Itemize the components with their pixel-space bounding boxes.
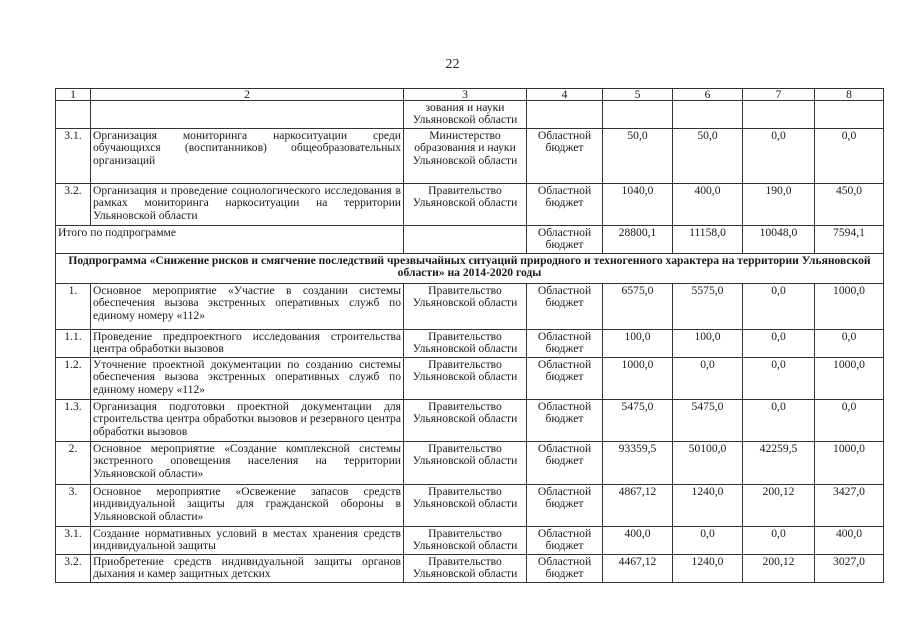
- value-col-8: 0,0: [815, 400, 884, 442]
- funding-source: Областной бюджет: [527, 129, 603, 184]
- value-col-5: [603, 101, 673, 129]
- funding-source: [527, 101, 603, 129]
- funding-source: Областной бюджет: [527, 330, 603, 358]
- subtotal-col-6: 11158,0: [673, 226, 743, 254]
- task-description: Проведение предпроектного исследования строительства центра обработки вызовов: [91, 330, 404, 358]
- value-col-8: 3027,0: [815, 555, 884, 583]
- executor-cell: Правительство Ульяновской области: [404, 330, 527, 358]
- value-col-7: 0,0: [743, 129, 815, 184]
- task-description: Приобретение средств индивидуальной защиты органов дыхания и камер защитных детских: [91, 555, 404, 583]
- task-description: Уточнение проектной документации по созданию системы обеспечения вызова экстренных оперативных служб по единому номеру «112»: [91, 358, 404, 400]
- value-col-7: 200,12: [743, 485, 815, 527]
- value-col-5: 50,0: [603, 129, 673, 184]
- table-row: [56, 442, 884, 485]
- value-col-6: 5575,0: [673, 284, 743, 330]
- value-col-7: [743, 101, 815, 129]
- funding-source: Областной бюджет: [527, 358, 603, 400]
- task-description: [91, 101, 404, 129]
- row-number: 1.1.: [56, 330, 91, 358]
- funding-source: Областной бюджет: [527, 527, 603, 555]
- value-col-5: 4867,12: [603, 485, 673, 527]
- subtotal-executor: [404, 226, 527, 254]
- row-number: 3.: [56, 485, 91, 527]
- executor-cell: Министерство образования и науки Ульяновской области: [404, 129, 527, 184]
- executor-cell: Правительство Ульяновской области: [404, 358, 527, 400]
- table-row: [56, 330, 884, 358]
- subtotal-label: Итого по подпрограмме: [56, 226, 404, 254]
- value-col-6: 50100,0: [673, 442, 743, 485]
- row-number: 1.: [56, 284, 91, 330]
- value-col-8: 0,0: [815, 330, 884, 358]
- value-col-8: [815, 101, 884, 129]
- funding-source: Областной бюджет: [527, 442, 603, 485]
- column-number-row: [56, 89, 884, 101]
- executor-cell: Правительство Ульяновской области: [404, 400, 527, 442]
- column-number: 5: [603, 89, 673, 101]
- page-number: 22: [445, 57, 460, 72]
- table-row: [56, 400, 884, 442]
- task-description: Организация и проведение социологического исследования в рамках мониторинга наркоситуации на территории Ульяновской области: [91, 184, 404, 226]
- task-description: Основное мероприятие «Освежение запасов средств индивидуальной защиты для гражданской обороны в Ульяновской области»: [91, 485, 404, 527]
- value-col-8: 450,0: [815, 184, 884, 226]
- executor-cell: Правительство Ульяновской области: [404, 527, 527, 555]
- row-number: 1.2.: [56, 358, 91, 400]
- value-col-5: 4467,12: [603, 555, 673, 583]
- value-col-5: 400,0: [603, 527, 673, 555]
- task-description: Основное мероприятие «Участие в создании системы обеспечения вызова экстренных оперативных служб по единому номеру «112»: [91, 284, 404, 330]
- executor-cell: Правительство Ульяновской области: [404, 555, 527, 583]
- row-number: 3.1.: [56, 527, 91, 555]
- value-col-8: 1000,0: [815, 284, 884, 330]
- subtotal-row: [56, 226, 884, 254]
- value-col-6: 1240,0: [673, 555, 743, 583]
- funding-source: Областной бюджет: [527, 555, 603, 583]
- value-col-6: [673, 101, 743, 129]
- column-number: 8: [815, 89, 884, 101]
- table-row: [56, 555, 884, 583]
- funding-source: Областной бюджет: [527, 400, 603, 442]
- table-row: [56, 358, 884, 400]
- row-number: 3.1.: [56, 129, 91, 184]
- task-description: Основное мероприятие «Создание комплексной системы экстренного оповещения населения на территории Ульяновской области»: [91, 442, 404, 485]
- value-col-8: 400,0: [815, 527, 884, 555]
- funding-source: Областной бюджет: [527, 184, 603, 226]
- value-col-6: 400,0: [673, 184, 743, 226]
- value-col-7: 0,0: [743, 330, 815, 358]
- value-col-8: 1000,0: [815, 358, 884, 400]
- value-col-7: 190,0: [743, 184, 815, 226]
- table-row: [56, 527, 884, 555]
- value-col-5: 93359,5: [603, 442, 673, 485]
- table-row: [56, 485, 884, 527]
- value-col-5: 100,0: [603, 330, 673, 358]
- table-row: [56, 129, 884, 184]
- value-col-6: 5475,0: [673, 400, 743, 442]
- subtotal-source: Областной бюджет: [527, 226, 603, 254]
- column-number: 6: [673, 89, 743, 101]
- subprogram-heading: Подпрограмма «Снижение рисков и смягчение последствий чрезвычайных ситуаций природного и техногенного характера на территории Ульяновской области» на 2014-2020 годы: [56, 254, 884, 284]
- subtotal-col-7: 10048,0: [743, 226, 815, 254]
- value-col-5: 1040,0: [603, 184, 673, 226]
- value-col-6: 100,0: [673, 330, 743, 358]
- task-description: Организация подготовки проектной документации для строительства центра обработки вызовов и резервного центра обработки вызовов: [91, 400, 404, 442]
- subtotal-col-5: 28800,1: [603, 226, 673, 254]
- executor-cell: Правительство Ульяновской области: [404, 442, 527, 485]
- value-col-5: 5475,0: [603, 400, 673, 442]
- subprogram-heading-row: [56, 254, 884, 284]
- value-col-6: 0,0: [673, 358, 743, 400]
- budget-table: [55, 88, 884, 583]
- executor-cell: Правительство Ульяновской области: [404, 485, 527, 527]
- column-number: 1: [56, 89, 91, 101]
- task-description: Организация мониторинга наркоситуации среди обучающихся (воспитанников) общеобразовательных организаций: [91, 129, 404, 184]
- column-number: 4: [527, 89, 603, 101]
- value-col-7: 0,0: [743, 527, 815, 555]
- value-col-6: 0,0: [673, 527, 743, 555]
- value-col-7: 42259,5: [743, 442, 815, 485]
- value-col-8: 0,0: [815, 129, 884, 184]
- row-number: 3.2.: [56, 184, 91, 226]
- value-col-7: 0,0: [743, 400, 815, 442]
- column-number: 2: [91, 89, 404, 101]
- value-col-5: 6575,0: [603, 284, 673, 330]
- table-row: [56, 284, 884, 330]
- column-number: 3: [404, 89, 527, 101]
- row-number: 1.3.: [56, 400, 91, 442]
- value-col-5: 1000,0: [603, 358, 673, 400]
- value-col-7: 0,0: [743, 284, 815, 330]
- executor-cell: Правительство Ульяновской области: [404, 184, 527, 226]
- table-row: [56, 184, 884, 226]
- funding-source: Областной бюджет: [527, 284, 603, 330]
- value-col-6: 50,0: [673, 129, 743, 184]
- funding-source: Областной бюджет: [527, 485, 603, 527]
- value-col-8: 3427,0: [815, 485, 884, 527]
- value-col-8: 1000,0: [815, 442, 884, 485]
- row-number: [56, 101, 91, 129]
- task-description: Создание нормативных условий в местах хранения средств индивидуальной защиты: [91, 527, 404, 555]
- subtotal-col-8: 7594,1: [815, 226, 884, 254]
- value-col-7: 0,0: [743, 358, 815, 400]
- value-col-6: 1240,0: [673, 485, 743, 527]
- executor-cell: Правительство Ульяновской области: [404, 284, 527, 330]
- table-row: [56, 101, 884, 129]
- column-number: 7: [743, 89, 815, 101]
- value-col-7: 200,12: [743, 555, 815, 583]
- row-number: 3.2.: [56, 555, 91, 583]
- executor-cell: зования и науки Ульяновской области: [404, 101, 527, 129]
- row-number: 2.: [56, 442, 91, 485]
